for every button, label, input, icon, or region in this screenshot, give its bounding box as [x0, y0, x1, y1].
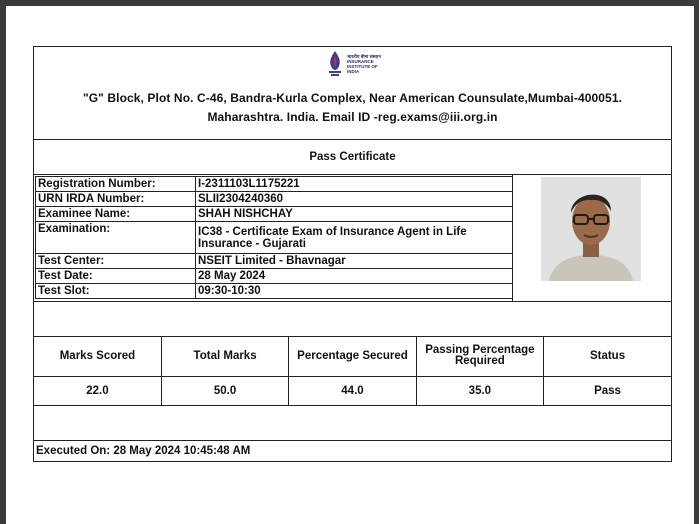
person-photo-icon — [541, 177, 641, 281]
total-marks-value: 50.0 — [161, 377, 288, 406]
field-label: Examination: — [36, 222, 196, 254]
percentage-secured-header: Percentage Secured — [289, 336, 416, 377]
results-value-row — [34, 377, 671, 406]
detail-row — [36, 284, 513, 299]
marks-scored-header: Marks Scored — [34, 336, 161, 377]
address-line-1: "G" Block, Plot No. C-46, Bandra-Kurla Complex, Near American Counsulate,Mumbai-400051. — [82, 91, 623, 105]
status-header: Status — [544, 336, 671, 377]
passing-percentage-header: Passing Percentage Required — [416, 336, 543, 377]
results-header-row — [34, 336, 671, 377]
test-center: NSEIT Limited - Bhavnagar — [196, 254, 513, 269]
certificate-frame — [33, 46, 672, 462]
registration-number: I-2311103L1175221 — [196, 177, 513, 192]
divider — [34, 440, 671, 441]
examinee-photo — [541, 177, 641, 281]
field-label: Test Center: — [36, 254, 196, 269]
institute-logo — [326, 49, 381, 79]
certificate-title: Pass Certificate — [309, 151, 396, 163]
address-line-2: Maharashtra. India. Email ID -reg.exams@iii.org.in — [207, 110, 498, 124]
marks-scored-value: 22.0 — [34, 377, 161, 406]
examinee-details-table — [35, 176, 513, 299]
divider — [34, 139, 671, 140]
field-label: Test Date: — [36, 269, 196, 284]
field-label: Examinee Name: — [36, 207, 196, 222]
detail-row — [36, 192, 513, 207]
divider — [34, 301, 671, 302]
logo-text — [347, 54, 381, 74]
field-label: URN IRDA Number: — [36, 192, 196, 207]
lamp-emblem-icon — [326, 49, 344, 79]
logo-line: INSTITUTE OF — [347, 64, 378, 69]
status-value: Pass — [544, 377, 671, 406]
executed-on-timestamp: Executed On: 28 May 2024 10:45:48 AM — [36, 445, 251, 457]
test-date: 28 May 2024 — [196, 269, 513, 284]
divider — [34, 405, 671, 406]
field-label: Registration Number: — [36, 177, 196, 192]
test-slot: 09:30-10:30 — [196, 284, 513, 299]
divider — [512, 174, 513, 301]
logo-line: INDIA — [347, 69, 360, 74]
detail-row — [36, 254, 513, 269]
detail-row — [36, 222, 513, 254]
detail-row — [36, 269, 513, 284]
urn-irda-number: SLII2304240360 — [196, 192, 513, 207]
certificate-page — [6, 6, 694, 524]
examinee-name: SHAH NISHCHAY — [196, 207, 513, 222]
examination: IC38 - Certificate Exam of Insurance Agent in Life Insurance - Gujarati — [196, 222, 513, 254]
total-marks-header: Total Marks — [161, 336, 288, 377]
passing-percentage-value: 35.0 — [416, 377, 543, 406]
results-table — [34, 336, 671, 405]
logo-line: INSURANCE — [347, 59, 374, 64]
detail-row — [36, 207, 513, 222]
divider — [34, 174, 671, 175]
detail-row — [36, 177, 513, 192]
logo-line: भारतीय बीमा संस्थान — [347, 54, 381, 59]
field-label: Test Slot: — [36, 284, 196, 299]
percentage-secured-value: 44.0 — [289, 377, 416, 406]
